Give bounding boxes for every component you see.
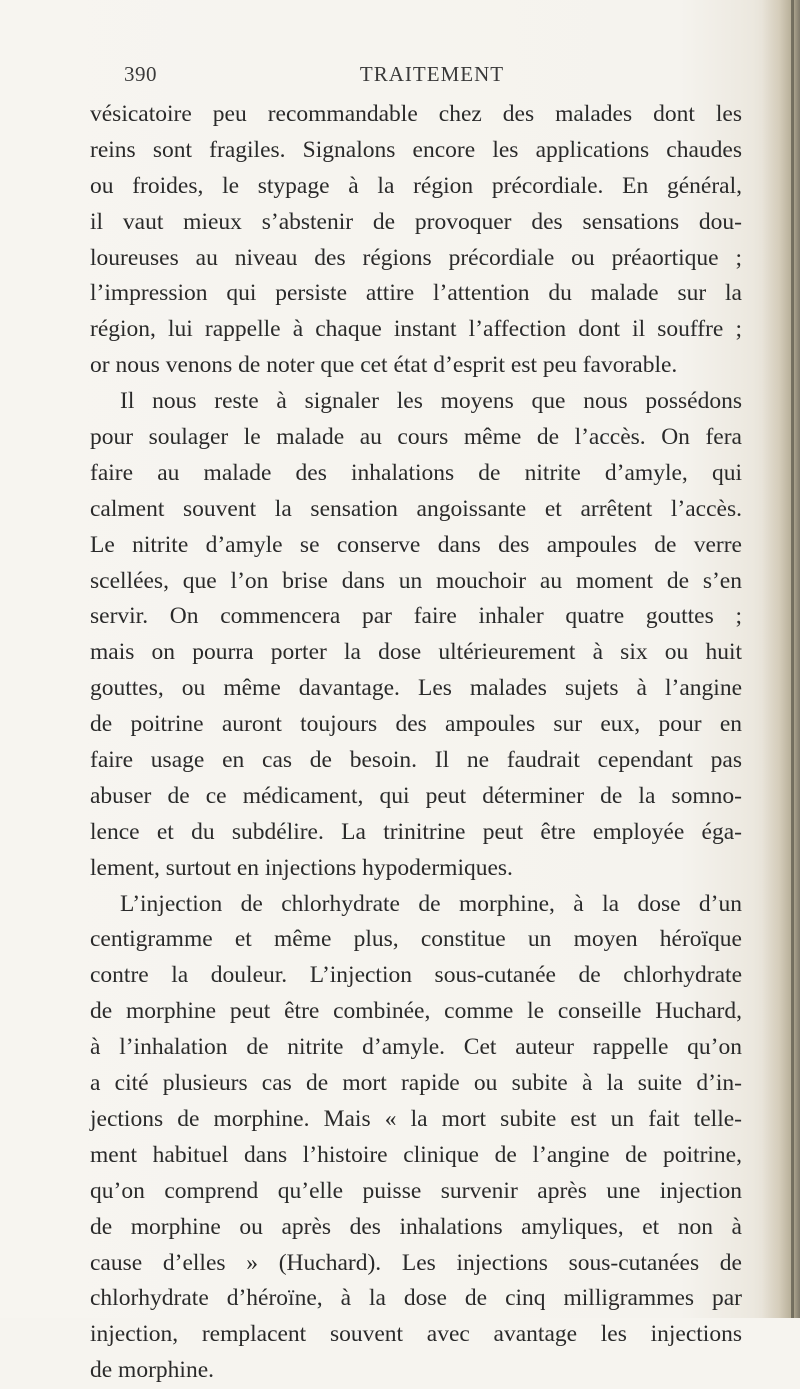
paragraph-start-line: Il nous reste à signaler les moyens que nous possédons (120, 388, 742, 415)
text-line: Le nitrite d’amyle se conserve dans des ampoules de verre (90, 531, 742, 558)
text-line: lence et du subdélire. La trinitrine peut être employée éga- (90, 818, 742, 845)
page-number: 390 (124, 62, 157, 86)
text-line: de morphine. (90, 1357, 214, 1384)
text-line: région, lui rappelle à chaque instant l’affection dont il souffre ; (90, 316, 742, 343)
text-line: or nous venons de noter que cet état d’esprit est peu favorable. (90, 352, 678, 379)
text-line: à l’inhalation de nitrite d’amyle. Cet auteur rappelle qu’on (90, 1034, 742, 1061)
page-edge-line (791, 0, 794, 1318)
text-line: abuser de ce médicament, qui peut déterminer de la somno- (90, 782, 742, 809)
text-line: contre la douleur. L’injection sous-cutanée de chlorhydrate (90, 962, 742, 989)
text-line: loureuses au niveau des régions précordiale ou préaortique ; (90, 244, 742, 271)
text-line: qu’on comprend qu’elle puisse survenir après une injection (90, 1177, 742, 1204)
text-line: ou froides, le stypage à la région précordiale. En général, (90, 172, 742, 199)
text-line: cause d’elles » (Huchard). Les injections sous-cutanées de (90, 1249, 742, 1276)
text-line: de morphine peut être combinée, comme le conseille Huchard, (90, 998, 742, 1025)
running-title: TRAITEMENT (359, 62, 505, 86)
text-line: de morphine ou après des inhalations amyliques, et non à (90, 1213, 742, 1240)
text-line: de poitrine auront toujours des ampoules sur eux, pour en (90, 711, 742, 738)
text-line: scellées, que l’on brise dans un mouchoir au moment de s’en (90, 567, 742, 594)
text-line: lement, surtout en injections hypodermiques. (90, 854, 513, 881)
text-line: faire usage en cas de besoin. Il ne faudrait cependant pas (90, 747, 742, 774)
text-line: mais on pourra porter la dose ultérieurement à six ou huit (90, 639, 742, 666)
text-line: a cité plusieurs cas de mort rapide ou subite à la suite d’in- (90, 1070, 742, 1097)
text-line: gouttes, ou même davantage. Les malades sujets à l’angine (90, 675, 742, 702)
text-line: reins sont fragiles. Signalons encore les applications chaudes (90, 136, 742, 163)
text-line: ment habituel dans l’histoire clinique de l’angine de poitrine, (90, 1141, 742, 1168)
text-line: injection, remplacent souvent avec avantage les injections (90, 1321, 742, 1348)
text-line: il vaut mieux s’abstenir de provoquer des sensations dou- (90, 208, 742, 235)
page-binding-edge (762, 0, 800, 1318)
text-line: vésicatoire peu recommandable chez des malades dont les (90, 101, 742, 127)
body-text (90, 97, 742, 1389)
text-line: calment souvent la sensation angoissante et arrêtent l’accès. (90, 495, 742, 522)
text-line: faire au malade des inhalations de nitrite d’amyle, qui (90, 459, 742, 486)
paragraph-start-line: L’injection de chlorhydrate de morphine, à la dose d’un (120, 890, 742, 917)
text-line: chlorhydrate d’héroïne, à la dose de cinq milligrammes par (90, 1285, 742, 1312)
text-line: pour soulager le malade au cours même de l’accès. On fera (90, 424, 742, 451)
text-line: jections de morphine. Mais « la mort subite est un fait telle- (90, 1105, 742, 1132)
text-line: servir. On commencera par faire inhaler quatre gouttes ; (90, 603, 742, 630)
page-header (124, 62, 740, 92)
text-line: centigramme et même plus, constitue un moyen héroïque (90, 926, 742, 953)
text-line: l’impression qui persiste attire l’attention du malade sur la (90, 280, 742, 307)
